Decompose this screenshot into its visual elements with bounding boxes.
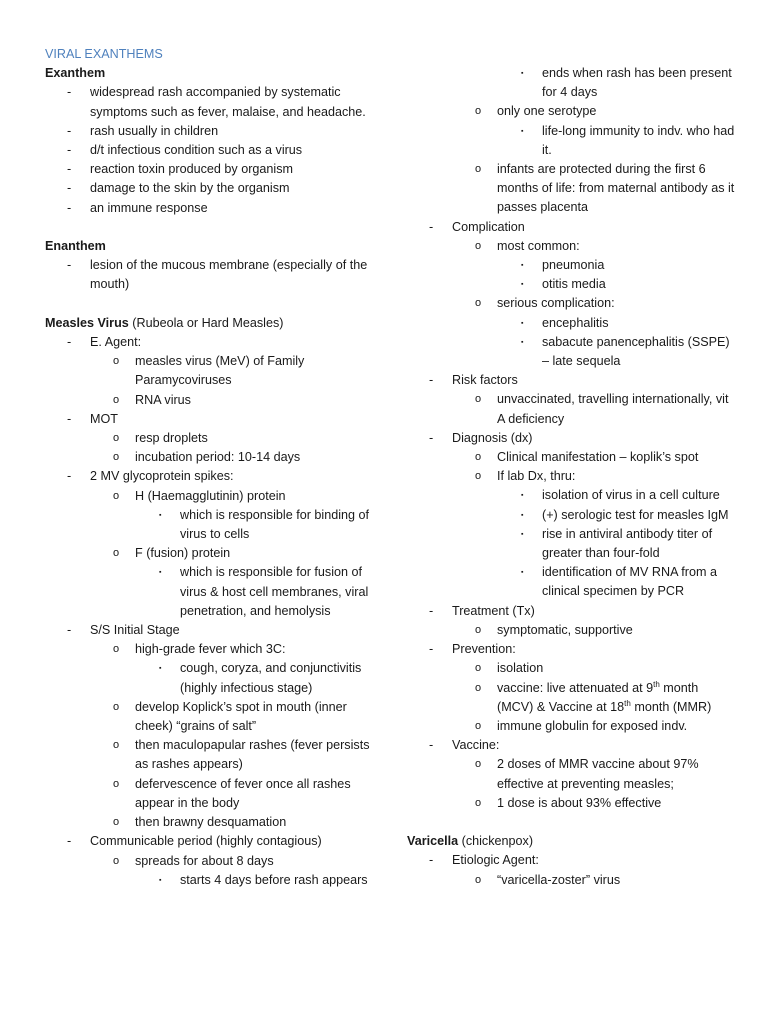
- list-item: ▪ which is responsible for fusion of virus & host cell membranes, viral penetration, and hemolysis: [159, 565, 369, 618]
- list-item: o If lab Dx, thru:: [407, 467, 737, 486]
- dash-marker: -: [67, 834, 72, 849]
- list-item: o resp droplets: [45, 429, 370, 448]
- circle-marker: o: [475, 873, 482, 886]
- list-item: - Diagnosis (dx): [407, 429, 737, 448]
- list-item: o F (fusion) protein: [45, 544, 370, 563]
- dash-marker: -: [67, 162, 72, 177]
- spacer: [407, 813, 737, 832]
- dash-marker: -: [67, 258, 72, 273]
- list-item: ▪ isolation of virus in a cell culture: [407, 486, 737, 505]
- list-item: o then brawny desquamation: [45, 813, 370, 832]
- square-marker: ▪: [159, 876, 162, 884]
- square-marker: ▪: [521, 338, 524, 346]
- list-item: - MOT: [45, 410, 370, 429]
- measles-heading: Measles Virus (Rubeola or Hard Measles): [45, 315, 284, 330]
- list-item: ▪ rise in antiviral antibody titer of greater than four-fold: [521, 526, 713, 561]
- list-item: ▪ starts 4 days before rash appears: [45, 871, 370, 890]
- spacer: [45, 295, 370, 314]
- list-item: o measles virus (MeV) of Family Paramycoviruses: [113, 354, 305, 388]
- square-marker: ▪: [521, 262, 524, 270]
- square-marker: ▪: [521, 127, 524, 135]
- list-item: - reaction toxin produced by organism: [45, 160, 370, 179]
- list-item: - Prevention:: [407, 640, 737, 659]
- spacer: [45, 218, 370, 237]
- circle-marker: o: [113, 451, 120, 464]
- square-marker: ▪: [159, 511, 162, 519]
- circle-marker: o: [475, 623, 482, 636]
- circle-marker: o: [113, 432, 120, 445]
- list-item: o unvaccinated, travelling internationally, vit A deficiency: [475, 392, 729, 426]
- circle-marker: o: [475, 796, 482, 809]
- list-item: - widespread rash accompanied by systematic symptoms such as fever, malaise, and headache.: [67, 85, 366, 119]
- list-item: - Risk factors: [407, 371, 737, 390]
- circle-marker: o: [475, 758, 482, 771]
- list-item: - lesion of the mucous membrane (especially of the mouth): [67, 258, 368, 292]
- list-item: o isolation: [407, 659, 737, 678]
- list-item: ▪ identification of MV RNA from a clinical specimen by PCR: [521, 565, 717, 599]
- dash-marker: -: [67, 143, 72, 158]
- list-item: - Complication: [407, 218, 737, 237]
- list-item: ▪ life-long immunity to indv. who had it.: [521, 123, 735, 157]
- list-item: o defervescence of fever once all rashes appear in the body: [113, 776, 351, 810]
- list-item: - Etiologic Agent:: [407, 851, 737, 870]
- dash-marker: -: [67, 181, 72, 196]
- square-marker: ▪: [159, 569, 162, 577]
- list-item: - Communicable period (highly contagious): [45, 832, 370, 851]
- dash-marker: -: [67, 123, 72, 138]
- circle-marker: o: [113, 700, 120, 713]
- enanthem-heading: Enanthem: [45, 239, 106, 254]
- square-marker: ▪: [521, 511, 524, 519]
- list-item: o incubation period: 10-14 days: [45, 448, 370, 467]
- dash-marker: -: [429, 430, 434, 445]
- circle-marker: o: [113, 816, 120, 829]
- left-column: [45, 45, 370, 890]
- list-item: ▪ (+) serologic test for measles IgM: [407, 506, 737, 525]
- page-title: VIRAL EXANTHEMS: [45, 47, 163, 61]
- circle-marker: o: [475, 662, 482, 675]
- list-item: ▪ otitis media: [407, 275, 737, 294]
- circle-marker: o: [475, 297, 482, 310]
- square-marker: ▪: [521, 319, 524, 327]
- list-item: o RNA virus: [45, 391, 370, 410]
- square-marker: ▪: [521, 569, 524, 577]
- square-marker: ▪: [159, 665, 162, 673]
- circle-marker: o: [113, 547, 120, 560]
- list-item: ▪ pneumonia: [407, 256, 737, 275]
- circle-marker: o: [475, 105, 482, 118]
- dash-marker: -: [429, 642, 434, 657]
- square-marker: ▪: [521, 70, 524, 77]
- dash-marker: -: [429, 373, 434, 388]
- square-marker: ▪: [521, 281, 524, 289]
- list-item: - Treatment (Tx): [407, 602, 737, 621]
- list-item: o 1 dose is about 93% effective: [407, 794, 737, 813]
- circle-marker: o: [475, 393, 482, 406]
- circle-marker: o: [475, 681, 482, 694]
- varicella-heading: Varicella (chickenpox): [407, 834, 534, 849]
- list-item: - damage to the skin by the organism: [45, 179, 370, 198]
- list-item: - Vaccine:: [407, 736, 737, 755]
- dash-marker: -: [429, 603, 434, 618]
- dash-marker: -: [67, 335, 72, 350]
- list-item: - E. Agent:: [45, 333, 370, 352]
- list-item: ▪ ends when rash has been present for 4 days: [521, 66, 732, 100]
- list-item: - rash usually in children: [45, 122, 370, 141]
- list-item: o develop Koplick’s spot in mouth (inner cheek) “grains of salt”: [113, 699, 347, 734]
- list-item: - an immune response: [45, 199, 370, 218]
- exanthem-heading: Exanthem: [45, 66, 106, 81]
- list-item: ▪ sabacute panencephalitis (SSPE) – late sequela: [521, 334, 730, 369]
- circle-marker: o: [475, 470, 482, 483]
- list-item: o H (Haemagglutinin) protein: [45, 487, 370, 506]
- circle-marker: o: [475, 451, 482, 464]
- dash-marker: -: [429, 219, 434, 234]
- list-item: o infants are protected during the first 6 months of life: from maternal antibody as it passes placenta: [475, 162, 735, 215]
- circle-marker: o: [113, 643, 120, 656]
- list-item: o vaccine: live attenuated at 9th month (MCV) & Vaccine at 18th month (MMR): [475, 679, 712, 714]
- circle-marker: o: [113, 854, 120, 867]
- circle-marker: o: [475, 163, 482, 176]
- list-item: o immune globulin for exposed indv.: [407, 717, 737, 736]
- list-item: ▪ cough, coryza, and conjunctivitis (highly infectious stage): [159, 661, 362, 695]
- list-item: o high-grade fever which 3C:: [45, 640, 370, 659]
- dash-marker: -: [429, 853, 434, 868]
- circle-marker: o: [113, 739, 120, 752]
- list-item: o “varicella-zoster” virus: [407, 871, 737, 890]
- list-item: - 2 MV glycoprotein spikes:: [45, 467, 370, 486]
- dash-marker: -: [67, 85, 72, 100]
- circle-marker: o: [113, 355, 120, 368]
- dash-marker: -: [67, 200, 72, 215]
- dash-marker: -: [429, 738, 434, 753]
- list-item: ▪ which is responsible for binding of virus to cells: [159, 507, 370, 542]
- circle-marker: o: [113, 393, 120, 406]
- square-marker: ▪: [521, 530, 524, 538]
- right-column: [407, 64, 737, 890]
- dash-marker: -: [67, 411, 72, 426]
- list-item: - d/t infectious condition such as a virus: [45, 141, 370, 160]
- circle-marker: o: [113, 777, 120, 790]
- circle-marker: o: [475, 719, 482, 732]
- list-item: ▪ encephalitis: [407, 314, 737, 333]
- square-marker: ▪: [521, 492, 524, 500]
- list-item: o spreads for about 8 days: [45, 852, 370, 871]
- list-item: o serious complication:: [407, 294, 737, 313]
- list-item: o 2 doses of MMR vaccine about 97% effective at preventing measles;: [475, 757, 699, 791]
- circle-marker: o: [475, 239, 482, 252]
- list-item: - S/S Initial Stage: [45, 621, 370, 640]
- dash-marker: -: [67, 623, 72, 638]
- dash-marker: -: [67, 469, 72, 484]
- list-item: o only one serotype: [407, 102, 737, 121]
- list-item: o most common:: [407, 237, 737, 256]
- list-item: o Clinical manifestation – koplik’s spot: [407, 448, 737, 467]
- circle-marker: o: [113, 489, 120, 502]
- list-item: o then maculopapular rashes (fever persists as rashes appears): [113, 738, 370, 772]
- list-item: o symptomatic, supportive: [407, 621, 737, 640]
